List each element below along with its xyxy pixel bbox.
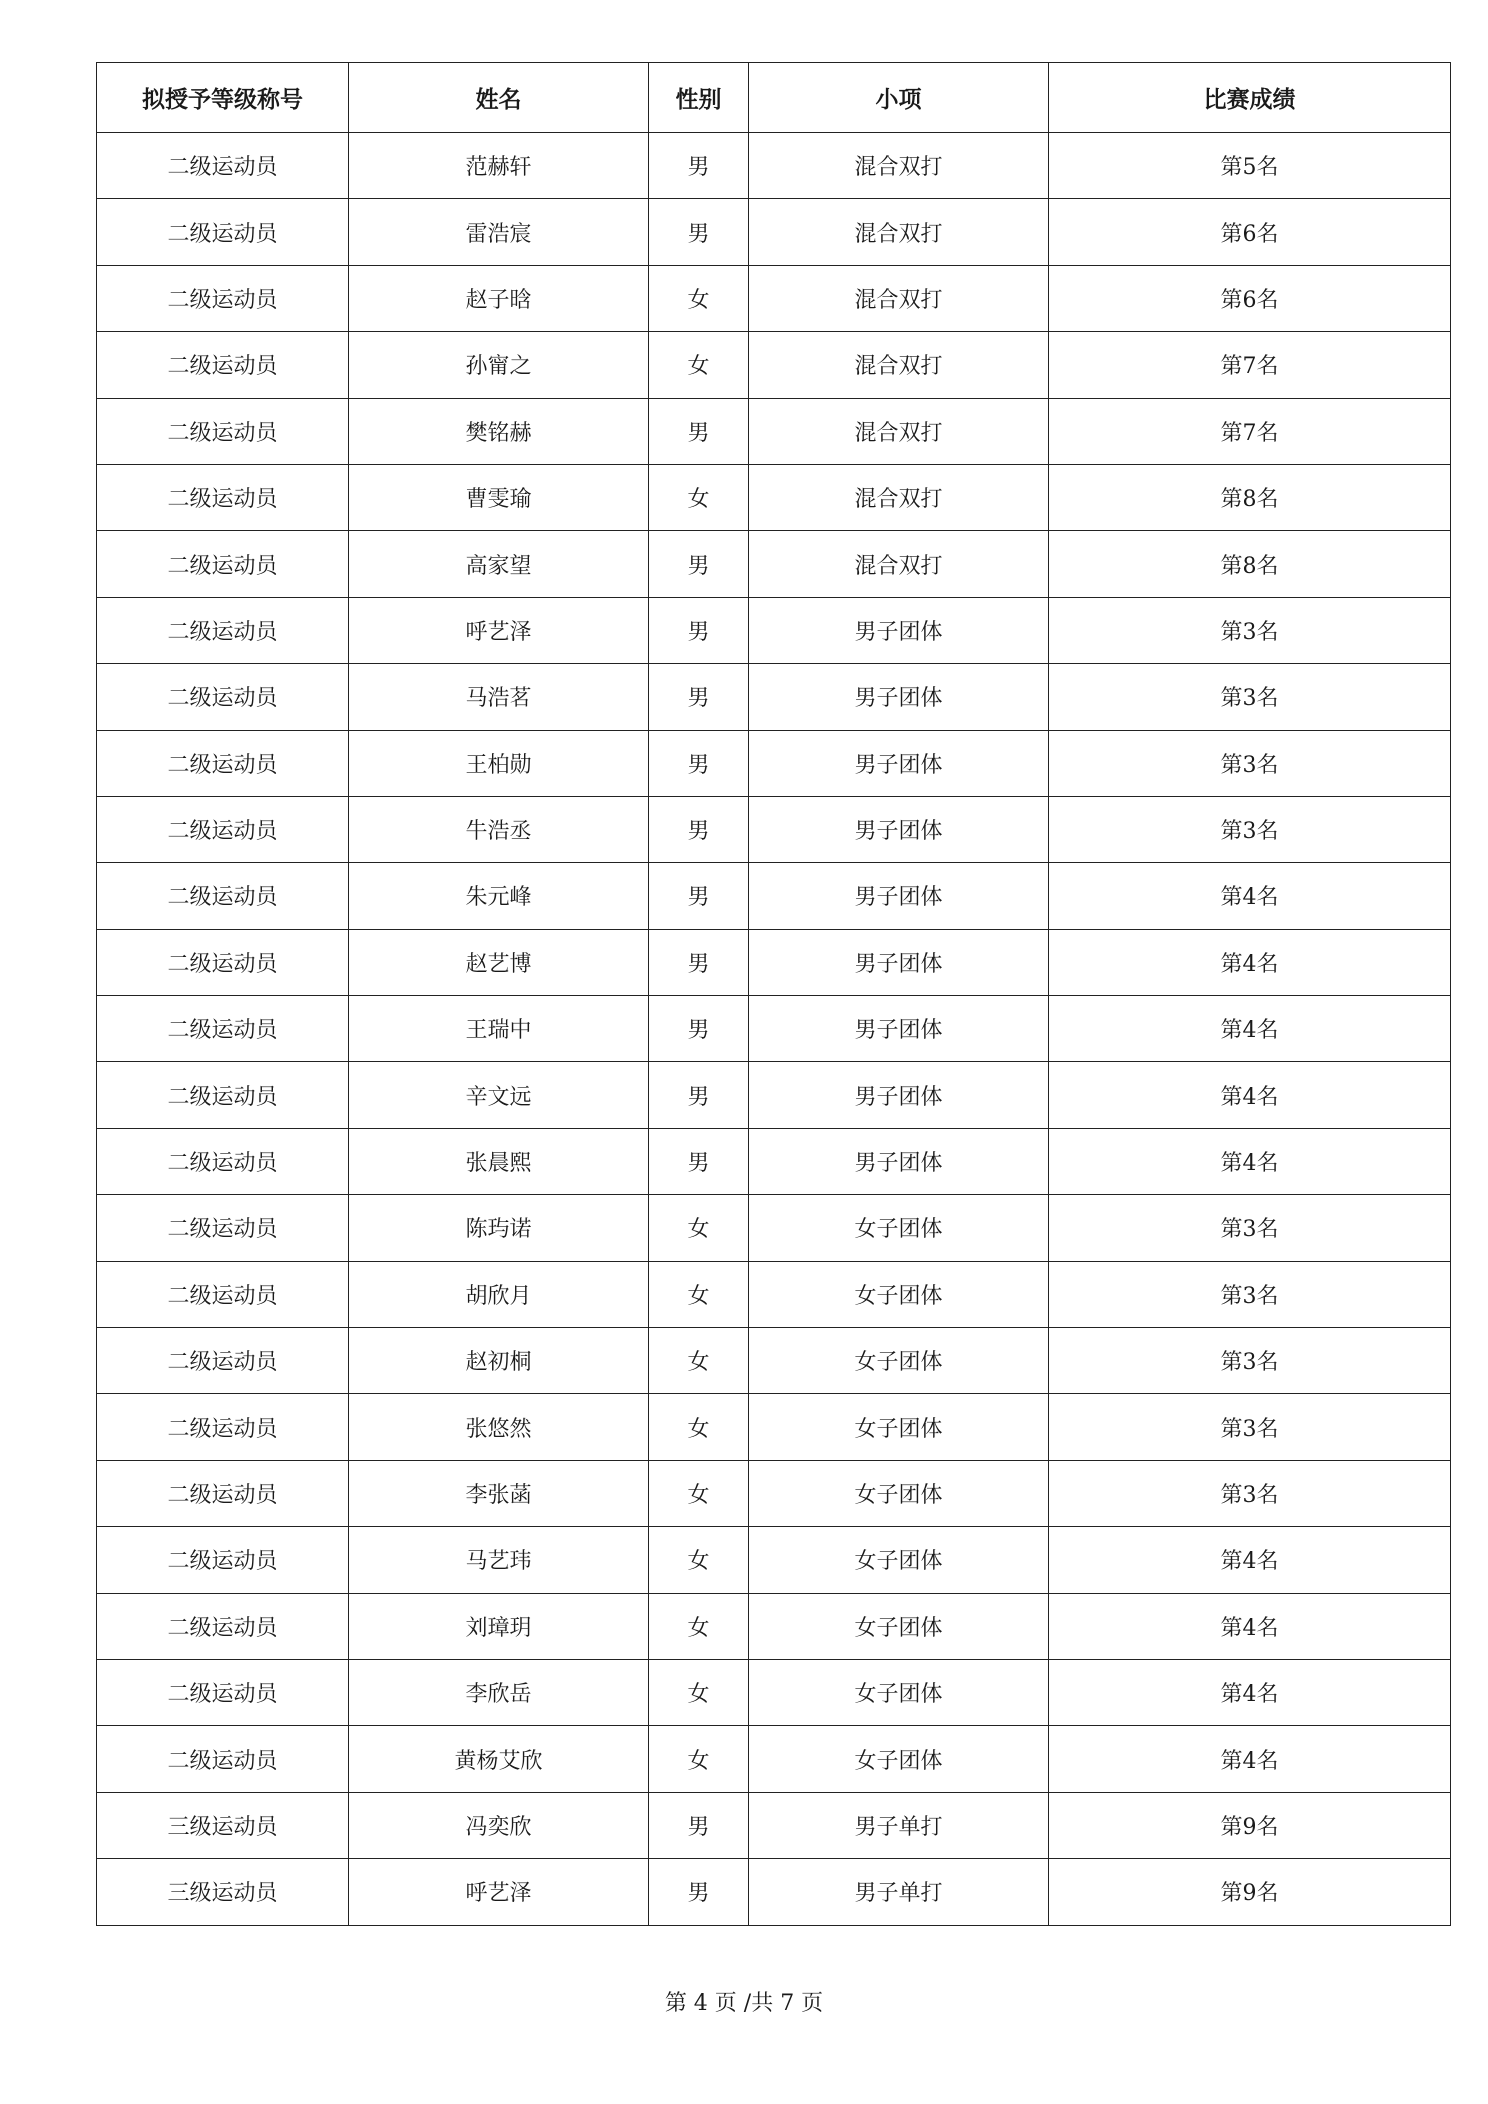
table-row (97, 730, 1451, 796)
cell-event: 女子团体 (749, 1726, 1049, 1792)
cell-title: 二级运动员 (97, 1593, 349, 1659)
table-body (97, 133, 1451, 1926)
cell-result: 第4名 (1049, 1527, 1451, 1593)
cell-gender: 男 (649, 664, 749, 730)
cell-result: 第4名 (1049, 1128, 1451, 1194)
header-event: 小项 (749, 63, 1049, 133)
cell-event: 女子团体 (749, 1261, 1049, 1327)
cell-result: 第3名 (1049, 730, 1451, 796)
cell-result: 第3名 (1049, 664, 1451, 730)
cell-gender: 男 (649, 730, 749, 796)
table-row (97, 199, 1451, 265)
cell-event: 女子团体 (749, 1460, 1049, 1526)
table-row (97, 863, 1451, 929)
cell-result: 第4名 (1049, 1062, 1451, 1128)
cell-result: 第3名 (1049, 1328, 1451, 1394)
cell-title: 三级运动员 (97, 1859, 349, 1925)
cell-event: 男子团体 (749, 1128, 1049, 1194)
cell-name: 马艺玮 (349, 1527, 649, 1593)
cell-gender: 男 (649, 199, 749, 265)
table-row (97, 796, 1451, 862)
cell-name: 胡欣月 (349, 1261, 649, 1327)
table-row (97, 265, 1451, 331)
cell-name: 陈玙诺 (349, 1195, 649, 1261)
cell-event: 男子团体 (749, 1062, 1049, 1128)
table-row (97, 464, 1451, 530)
cell-gender: 男 (649, 796, 749, 862)
cell-result: 第3名 (1049, 796, 1451, 862)
cell-gender: 男 (649, 1128, 749, 1194)
cell-result: 第3名 (1049, 1195, 1451, 1261)
cell-name: 孙甯之 (349, 332, 649, 398)
cell-result: 第6名 (1049, 265, 1451, 331)
table-row (97, 597, 1451, 663)
table-row (97, 1593, 1451, 1659)
cell-gender: 女 (649, 265, 749, 331)
cell-name: 牛浩丞 (349, 796, 649, 862)
cell-title: 二级运动员 (97, 996, 349, 1062)
cell-gender: 女 (649, 332, 749, 398)
cell-title: 二级运动员 (97, 332, 349, 398)
cell-name: 赵初桐 (349, 1328, 649, 1394)
cell-title: 二级运动员 (97, 1328, 349, 1394)
cell-title: 二级运动员 (97, 597, 349, 663)
cell-title: 三级运动员 (97, 1792, 349, 1858)
cell-gender: 女 (649, 1527, 749, 1593)
cell-result: 第9名 (1049, 1859, 1451, 1925)
cell-gender: 男 (649, 398, 749, 464)
cell-event: 混合双打 (749, 332, 1049, 398)
cell-event: 女子团体 (749, 1593, 1049, 1659)
cell-name: 赵艺博 (349, 929, 649, 995)
header-result: 比赛成绩 (1049, 63, 1451, 133)
cell-result: 第3名 (1049, 1261, 1451, 1327)
cell-name: 李欣岳 (349, 1659, 649, 1725)
cell-gender: 女 (649, 464, 749, 530)
cell-gender: 男 (649, 1062, 749, 1128)
cell-name: 朱元峰 (349, 863, 649, 929)
cell-title: 二级运动员 (97, 1726, 349, 1792)
cell-gender: 女 (649, 1659, 749, 1725)
cell-result: 第5名 (1049, 133, 1451, 199)
table-row (97, 133, 1451, 199)
cell-result: 第8名 (1049, 464, 1451, 530)
cell-result: 第6名 (1049, 199, 1451, 265)
cell-title: 二级运动员 (97, 1394, 349, 1460)
cell-event: 混合双打 (749, 464, 1049, 530)
table-row (97, 1328, 1451, 1394)
cell-title: 二级运动员 (97, 863, 349, 929)
athlete-table (96, 62, 1451, 1926)
cell-title: 二级运动员 (97, 464, 349, 530)
cell-title: 二级运动员 (97, 664, 349, 730)
cell-title: 二级运动员 (97, 531, 349, 597)
cell-event: 混合双打 (749, 265, 1049, 331)
table-row (97, 1460, 1451, 1526)
table-row (97, 929, 1451, 995)
cell-event: 男子团体 (749, 996, 1049, 1062)
cell-name: 雷浩宸 (349, 199, 649, 265)
cell-title: 二级运动员 (97, 1128, 349, 1194)
cell-gender: 女 (649, 1394, 749, 1460)
cell-name: 王瑞中 (349, 996, 649, 1062)
cell-title: 二级运动员 (97, 265, 349, 331)
table-row (97, 1128, 1451, 1194)
cell-name: 李张菡 (349, 1460, 649, 1526)
cell-title: 二级运动员 (97, 398, 349, 464)
cell-result: 第9名 (1049, 1792, 1451, 1858)
cell-result: 第4名 (1049, 1593, 1451, 1659)
cell-gender: 男 (649, 597, 749, 663)
cell-event: 男子单打 (749, 1792, 1049, 1858)
cell-event: 女子团体 (749, 1527, 1049, 1593)
cell-name: 马浩茗 (349, 664, 649, 730)
cell-event: 男子单打 (749, 1859, 1049, 1925)
table-row (97, 332, 1451, 398)
cell-event: 混合双打 (749, 398, 1049, 464)
cell-title: 二级运动员 (97, 929, 349, 995)
cell-name: 曹雯瑜 (349, 464, 649, 530)
cell-title: 二级运动员 (97, 199, 349, 265)
cell-name: 樊铭赫 (349, 398, 649, 464)
cell-title: 二级运动员 (97, 1195, 349, 1261)
cell-title: 二级运动员 (97, 1659, 349, 1725)
cell-gender: 女 (649, 1328, 749, 1394)
cell-result: 第3名 (1049, 597, 1451, 663)
document-sheet (96, 62, 1450, 1926)
cell-gender: 男 (649, 133, 749, 199)
cell-title: 二级运动员 (97, 1460, 349, 1526)
header-name: 姓名 (349, 63, 649, 133)
cell-gender: 女 (649, 1460, 749, 1526)
cell-name: 王柏勋 (349, 730, 649, 796)
cell-gender: 男 (649, 1859, 749, 1925)
table-row (97, 398, 1451, 464)
table-row (97, 1726, 1451, 1792)
cell-name: 刘璋玥 (349, 1593, 649, 1659)
table-row (97, 1195, 1451, 1261)
cell-gender: 男 (649, 929, 749, 995)
cell-gender: 男 (649, 1792, 749, 1858)
cell-result: 第4名 (1049, 863, 1451, 929)
cell-name: 呼艺泽 (349, 1859, 649, 1925)
cell-name: 辛文远 (349, 1062, 649, 1128)
cell-event: 女子团体 (749, 1328, 1049, 1394)
table-row (97, 1394, 1451, 1460)
cell-gender: 男 (649, 863, 749, 929)
cell-result: 第3名 (1049, 1394, 1451, 1460)
table-row (97, 1261, 1451, 1327)
cell-name: 黄杨艾欣 (349, 1726, 649, 1792)
cell-result: 第7名 (1049, 332, 1451, 398)
cell-gender: 女 (649, 1593, 749, 1659)
cell-name: 范赫轩 (349, 133, 649, 199)
cell-event: 混合双打 (749, 199, 1049, 265)
table-row (97, 531, 1451, 597)
cell-title: 二级运动员 (97, 796, 349, 862)
cell-event: 男子团体 (749, 597, 1049, 663)
cell-result: 第8名 (1049, 531, 1451, 597)
cell-event: 混合双打 (749, 531, 1049, 597)
cell-event: 男子团体 (749, 929, 1049, 995)
cell-event: 女子团体 (749, 1394, 1049, 1460)
header-title: 拟授予等级称号 (97, 63, 349, 133)
table-row (97, 1062, 1451, 1128)
cell-title: 二级运动员 (97, 133, 349, 199)
cell-name: 呼艺泽 (349, 597, 649, 663)
cell-name: 张悠然 (349, 1394, 649, 1460)
cell-result: 第3名 (1049, 1460, 1451, 1526)
cell-result: 第7名 (1049, 398, 1451, 464)
cell-gender: 男 (649, 531, 749, 597)
cell-event: 女子团体 (749, 1659, 1049, 1725)
cell-gender: 女 (649, 1195, 749, 1261)
cell-title: 二级运动员 (97, 1261, 349, 1327)
cell-event: 男子团体 (749, 796, 1049, 862)
cell-result: 第4名 (1049, 929, 1451, 995)
page-number: 第 4 页 /共 7 页 (664, 1991, 824, 2016)
cell-event: 男子团体 (749, 664, 1049, 730)
table-row (97, 996, 1451, 1062)
table-row (97, 1859, 1451, 1925)
header-gender: 性别 (649, 63, 749, 133)
table-row (97, 1527, 1451, 1593)
cell-name: 赵子晗 (349, 265, 649, 331)
table-header-row (97, 63, 1451, 133)
cell-gender: 女 (649, 1261, 749, 1327)
cell-event: 男子团体 (749, 863, 1049, 929)
cell-title: 二级运动员 (97, 1062, 349, 1128)
cell-title: 二级运动员 (97, 1527, 349, 1593)
cell-result: 第4名 (1049, 1726, 1451, 1792)
cell-gender: 男 (649, 996, 749, 1062)
cell-title: 二级运动员 (97, 730, 349, 796)
table-row (97, 1659, 1451, 1725)
table-row (97, 1792, 1451, 1858)
table-row (97, 664, 1451, 730)
cell-name: 张晨熙 (349, 1128, 649, 1194)
cell-result: 第4名 (1049, 996, 1451, 1062)
cell-event: 女子团体 (749, 1195, 1049, 1261)
cell-result: 第4名 (1049, 1659, 1451, 1725)
cell-name: 高家望 (349, 531, 649, 597)
cell-gender: 女 (649, 1726, 749, 1792)
cell-event: 混合双打 (749, 133, 1049, 199)
cell-name: 冯奕欣 (349, 1792, 649, 1858)
cell-event: 男子团体 (749, 730, 1049, 796)
